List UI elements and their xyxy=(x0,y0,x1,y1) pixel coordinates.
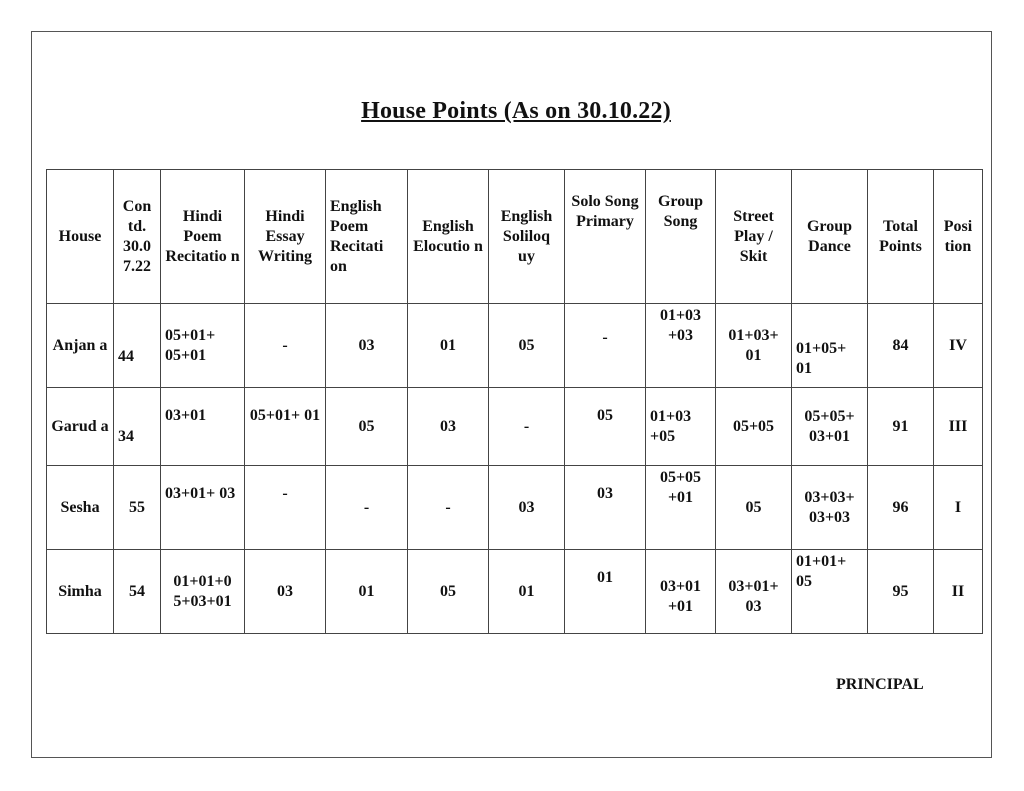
table-cell: 05+05 xyxy=(716,388,792,466)
table-cell: III xyxy=(934,388,983,466)
table-cell: 03 xyxy=(245,550,326,634)
table-cell: Anjan a xyxy=(47,304,114,388)
table-cell: 05 xyxy=(408,550,489,634)
table-cell: 03+01+ 03 xyxy=(716,550,792,634)
table-cell: - xyxy=(408,466,489,550)
table-cell: 01+01+0 5+03+01 xyxy=(161,550,245,634)
table-cell: 44 xyxy=(114,304,161,388)
table-cell: - xyxy=(245,304,326,388)
table-row xyxy=(47,304,983,388)
table-cell: 03 xyxy=(408,388,489,466)
table-cell: 05 xyxy=(326,388,408,466)
table-header-row xyxy=(47,170,983,304)
table-cell: 95 xyxy=(868,550,934,634)
table-cell: - xyxy=(565,304,646,388)
table-cell: 05 xyxy=(565,388,646,466)
table-cell: Simha xyxy=(47,550,114,634)
table-row xyxy=(47,466,983,550)
table-cell: - xyxy=(245,466,326,550)
header-cell: English Soliloq uy xyxy=(489,170,565,304)
header-cell: English Poem Recitati on xyxy=(326,170,408,304)
header-cell: Total Points xyxy=(868,170,934,304)
principal-signature-label: PRINCIPAL xyxy=(836,676,924,693)
table-cell: 91 xyxy=(868,388,934,466)
table-cell: 01+03 +03 xyxy=(646,304,716,388)
table-cell: - xyxy=(326,466,408,550)
page-title: House Points (As on 30.10.22) xyxy=(361,98,671,124)
table-cell: 03 xyxy=(489,466,565,550)
house-points-table xyxy=(46,169,983,634)
table-cell: 03+01+ 03 xyxy=(161,466,245,550)
table-cell: II xyxy=(934,550,983,634)
header-cell: Street Play / Skit xyxy=(716,170,792,304)
table-cell: I xyxy=(934,466,983,550)
table-cell: 96 xyxy=(868,466,934,550)
table-row xyxy=(47,550,983,634)
table-cell: - xyxy=(489,388,565,466)
table-cell: 01 xyxy=(565,550,646,634)
table-cell: 03 xyxy=(326,304,408,388)
table-cell: Garud a xyxy=(47,388,114,466)
table-row xyxy=(47,388,983,466)
table-cell: IV xyxy=(934,304,983,388)
table-cell: 05+01+ 01 xyxy=(245,388,326,466)
table-cell: 54 xyxy=(114,550,161,634)
table-cell: 01+01+ 05 xyxy=(792,550,868,634)
table-cell: 05+05 +01 xyxy=(646,466,716,550)
header-cell: Solo Song Primary xyxy=(565,170,646,304)
table-cell: 05 xyxy=(489,304,565,388)
table-cell: 03+03+ 03+03 xyxy=(792,466,868,550)
table-cell: 03+01 xyxy=(161,388,245,466)
table-cell: Sesha xyxy=(47,466,114,550)
table-cell: 05+05+ 03+01 xyxy=(792,388,868,466)
table-cell: 01 xyxy=(408,304,489,388)
header-cell: Group Dance xyxy=(792,170,868,304)
header-cell: Hindi Essay Writing xyxy=(245,170,326,304)
table-cell: 05 xyxy=(716,466,792,550)
table-cell: 55 xyxy=(114,466,161,550)
header-cell: Hindi Poem Recitatio n xyxy=(161,170,245,304)
table-cell: 03 xyxy=(565,466,646,550)
header-cell: English Elocutio n xyxy=(408,170,489,304)
table-cell: 01 xyxy=(326,550,408,634)
header-cell: Con td. 30.0 7.22 xyxy=(114,170,161,304)
table-cell: 03+01 +01 xyxy=(646,550,716,634)
table-cell: 01+03 +05 xyxy=(646,388,716,466)
table-cell: 01+05+ 01 xyxy=(792,304,868,388)
header-cell: Posi tion xyxy=(934,170,983,304)
table-cell: 01+03+ 01 xyxy=(716,304,792,388)
table-cell: 01 xyxy=(489,550,565,634)
header-cell: Group Song xyxy=(646,170,716,304)
table-cell: 05+01+ 05+01 xyxy=(161,304,245,388)
table-cell: 34 xyxy=(114,388,161,466)
header-cell: House xyxy=(47,170,114,304)
table-cell: 84 xyxy=(868,304,934,388)
